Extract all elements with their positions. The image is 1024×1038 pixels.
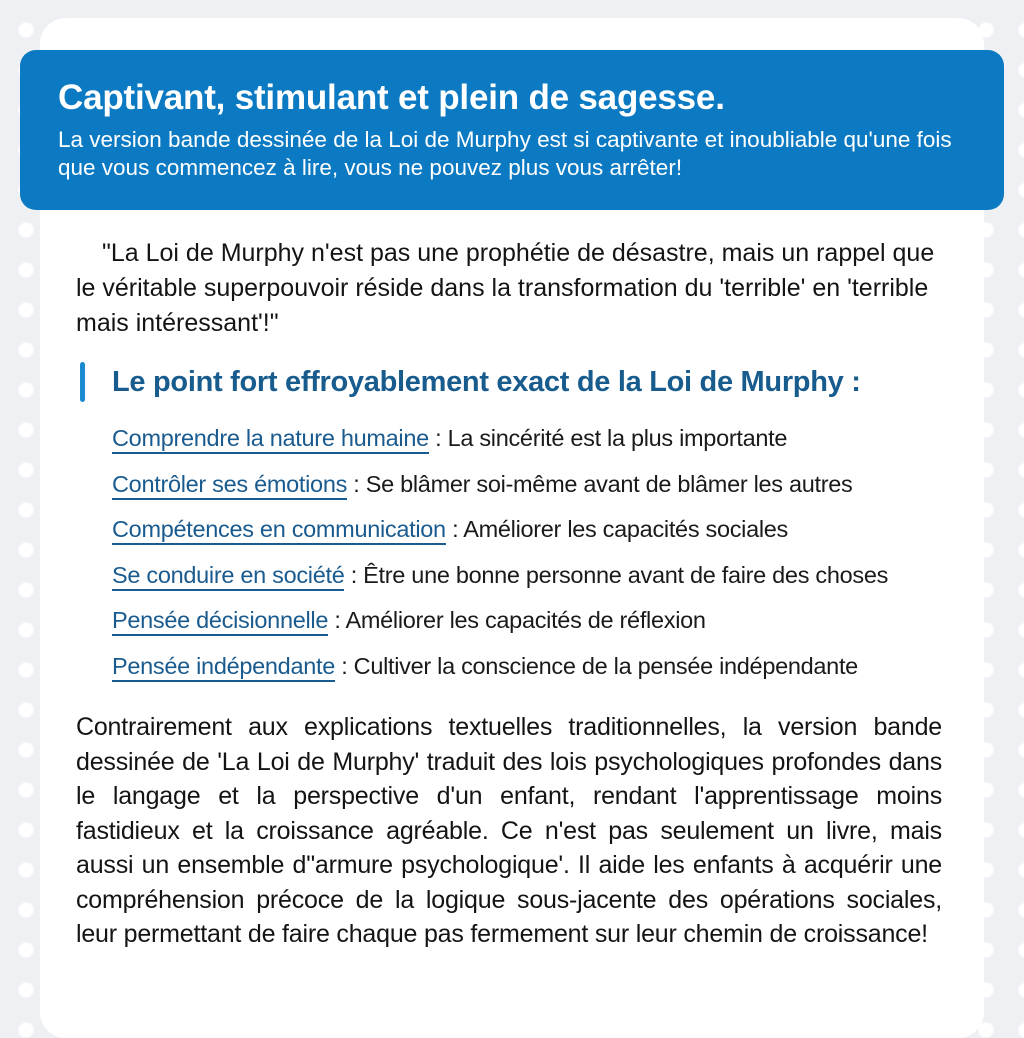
feature-term-link[interactable]: Se conduire en société	[112, 562, 344, 591]
feature-term-link[interactable]: Comprendre la nature humaine	[112, 425, 429, 454]
banner-title: Captivant, stimulant et plein de sagesse.	[58, 78, 725, 117]
feature-list	[112, 420, 992, 693]
feature-term-link[interactable]: Contrôler ses émotions	[112, 471, 347, 500]
feature-description: La sincérité est la plus importante	[447, 425, 788, 451]
feature-separator: :	[445, 516, 464, 542]
feature-separator: :	[328, 607, 346, 633]
feature-separator: :	[334, 652, 354, 679]
feature-item	[112, 511, 992, 557]
feature-description: Être une bonne personne avant de faire des choses	[363, 561, 889, 588]
section-heading	[80, 362, 980, 402]
quote-text: "La Loi de Murphy n'est pas une prophétie de désastre, mais un rappel que le véritable superpouvoir réside dans la transformation du 'terrible' en 'terrible mais intéressant'!"	[76, 239, 935, 337]
feature-description: Améliorer les capacités de réflexion	[345, 607, 706, 633]
feature-separator: :	[347, 470, 366, 497]
feature-term-link[interactable]: Pensée indépendante	[112, 653, 335, 682]
body-paragraph: Contrairement aux explications textuelles traditionnelles, la version bande dessinée de 'La Loi de Murphy' traduit des lois psychologiques profondes dans le langage et la perspective d'un enfant, rendant l'apprentissage moins fastidieux et la croissance agréable. Ce n'est pas seulement un livre, mais aussi un ensemble d"armure psychologique'. Il aide les enfants à acquérir une compréhension précoce de la logique sous-jacente des opérations sociales, leur permettant de faire chaque pas fermement sur leur chemin de croissance!	[76, 713, 942, 948]
feature-description: Cultiver la conscience de la pensée indépendante	[353, 652, 858, 679]
feature-item	[112, 602, 992, 648]
feature-description: Se blâmer soi-même avant de blâmer les autres	[365, 470, 853, 497]
feature-term-link[interactable]: Pensée décisionnelle	[112, 607, 328, 636]
feature-description: Améliorer les capacités sociales	[463, 516, 788, 542]
feature-separator: :	[344, 561, 364, 588]
feature-item	[112, 557, 992, 603]
banner-subtitle: La version bande dessinée de la Loi de Murphy est si captivante et inoubliable qu'une fois que vous commencez à lire, vous ne pouvez plus vous arrêter!	[58, 127, 952, 180]
header-banner	[20, 50, 1004, 210]
feature-item	[112, 466, 992, 512]
feature-separator: :	[428, 425, 448, 451]
feature-item	[112, 420, 992, 466]
section-accent-bar	[80, 362, 85, 402]
section-heading-text: Le point fort effroyablement exact de la Loi de Murphy :	[112, 366, 861, 398]
feature-item	[112, 648, 992, 694]
feature-term-link[interactable]: Compétences en communication	[112, 516, 446, 545]
